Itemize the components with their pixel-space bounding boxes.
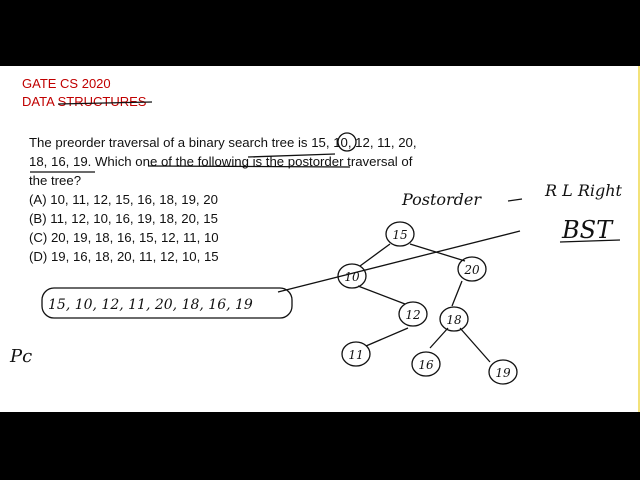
- option-c: (C) 20, 19, 18, 16, 15, 12, 11, 10: [29, 230, 219, 245]
- node-label: 10: [344, 270, 360, 284]
- bst-note: BST: [562, 216, 613, 244]
- option-d: (D) 19, 16, 18, 20, 11, 12, 10, 15: [29, 249, 219, 264]
- underline-postorder: [148, 166, 350, 167]
- node-label: 16: [418, 358, 434, 372]
- margin-note: Pc: [10, 346, 33, 367]
- node-label: 15: [392, 228, 408, 242]
- option-a: (A) 10, 11, 12, 15, 16, 18, 19, 20: [29, 192, 218, 207]
- handwritten-annotations: [0, 66, 640, 412]
- option-b: (B) 11, 12, 10, 16, 19, 18, 20, 15: [29, 211, 218, 226]
- sequence-note: 15, 10, 12, 11, 20, 18, 16, 19: [48, 297, 253, 313]
- circle-root: [338, 133, 356, 151]
- lecture-slide: [0, 66, 640, 412]
- question-line-2: 18, 16, 19. Which one of the following is the postorder traversal of: [29, 154, 413, 169]
- node-label: 12: [405, 308, 421, 322]
- rule-note: R L Right: [545, 181, 622, 200]
- node-label: 20: [464, 263, 480, 277]
- node-label: 11: [348, 348, 364, 362]
- course-title: GATE CS 2020: [22, 76, 111, 91]
- underline-topic: [58, 102, 152, 104]
- question-line-3: the tree?: [29, 173, 82, 188]
- underline-search-tree: [248, 154, 335, 157]
- postorder-note: Postorder: [402, 190, 482, 209]
- node-label: 18: [446, 313, 462, 327]
- question-line-1: The preorder traversal of a binary search tree is 15, 10, 12, 11, 20,: [29, 135, 417, 150]
- topic-title: DATA STRUCTURES: [22, 94, 147, 109]
- node-label: 19: [495, 366, 511, 380]
